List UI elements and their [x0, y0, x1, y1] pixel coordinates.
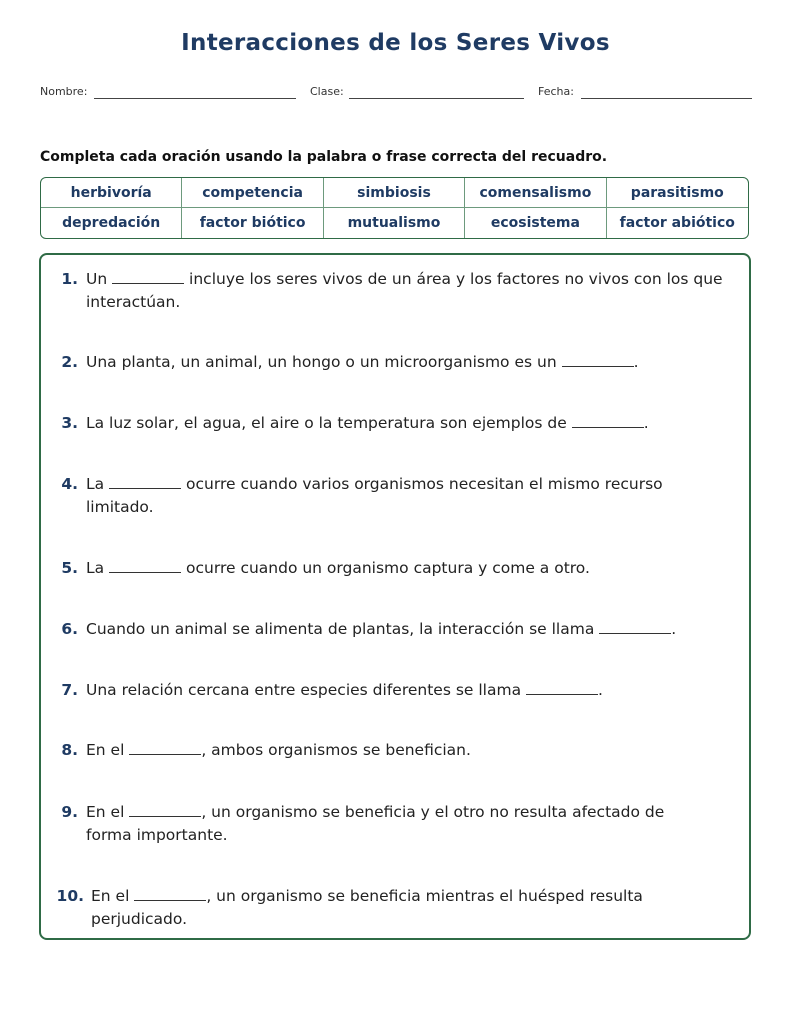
word-bank-item: factor biótico	[182, 208, 323, 238]
question-text: limitado.	[86, 498, 154, 516]
question-text: En el	[91, 887, 130, 905]
question-number: 7.	[61, 681, 78, 699]
answer-blank[interactable]	[129, 803, 201, 817]
date-field[interactable]	[581, 98, 752, 99]
page-title: Interacciones de los Seres Vivos	[181, 30, 610, 56]
word-bank-item: ecosistema	[465, 208, 606, 238]
question-text: , ambos organismos se benefician.	[201, 741, 471, 759]
question-text: La luz solar, el agua, el aire o la temperatura son ejemplos de	[86, 414, 567, 432]
class-field[interactable]	[349, 98, 524, 99]
answer-blank[interactable]	[562, 353, 634, 367]
word-bank-item: herbivoría	[41, 178, 182, 208]
questions-box	[39, 253, 751, 940]
answer-blank[interactable]	[109, 559, 181, 573]
question-text: En el	[86, 803, 125, 821]
question-text: incluye los seres vivos de un área y los factores no vivos con los que	[189, 270, 723, 288]
question-text: Cuando un animal se alimenta de plantas, la interacción se llama	[86, 620, 595, 638]
answer-blank[interactable]	[129, 741, 201, 755]
word-bank-item: mutualismo	[324, 208, 465, 238]
word-bank	[40, 177, 749, 239]
word-bank-item: depredación	[41, 208, 182, 238]
class-label: Clase:	[310, 85, 344, 98]
word-bank-item: simbiosis	[324, 178, 465, 208]
word-bank-item: competencia	[182, 178, 323, 208]
date-label: Fecha:	[538, 85, 574, 98]
student-info-header	[40, 85, 752, 101]
question-text: .	[671, 620, 677, 638]
instructions: Completa cada oración usando la palabra o frase correcta del recuadro.	[40, 149, 608, 165]
question-number: 8.	[61, 741, 78, 759]
question-text: Una relación cercana entre especies diferentes se llama	[86, 681, 522, 699]
question-text: perjudicado.	[91, 910, 188, 928]
question-text: , un organismo se beneficia mientras el huésped resulta	[206, 887, 643, 905]
question-text: ocurre cuando varios organismos necesitan el mismo recurso	[186, 475, 663, 493]
question-number: 4.	[61, 475, 78, 493]
question-text: .	[643, 414, 649, 432]
answer-blank[interactable]	[526, 681, 598, 695]
question-number: 10.	[56, 887, 84, 905]
question-number: 6.	[61, 620, 78, 638]
question-text: , un organismo se beneficia y el otro no resulta afectado de	[201, 803, 665, 821]
answer-blank[interactable]	[599, 620, 671, 634]
answer-blank[interactable]	[572, 414, 644, 428]
question-text: .	[598, 681, 603, 699]
question-number: 1.	[61, 270, 78, 288]
question-text: ocurre cuando un organismo captura y come a otro.	[186, 559, 590, 577]
question-text: forma importante.	[86, 826, 228, 844]
question-number: 5.	[61, 559, 78, 577]
question-text: interactúan.	[86, 293, 181, 311]
answer-blank[interactable]	[109, 475, 181, 489]
word-bank-item: comensalismo	[465, 178, 606, 208]
question-text: Un	[86, 270, 108, 288]
name-field[interactable]	[94, 98, 296, 99]
word-bank-item: parasitismo	[607, 178, 748, 208]
question-number: 3.	[61, 414, 78, 432]
question-text: .	[633, 353, 639, 371]
answer-blank[interactable]	[134, 887, 206, 901]
question-text: La	[86, 559, 105, 577]
question-number: 9.	[61, 803, 78, 821]
question-text: La	[86, 475, 105, 493]
question-number: 2.	[61, 353, 78, 371]
question-text: En el	[86, 741, 125, 759]
question-text: Una planta, un animal, un hongo o un microorganismo es un	[86, 353, 557, 371]
name-label: Nombre:	[40, 85, 88, 98]
word-bank-item: factor abiótico	[619, 215, 735, 231]
answer-blank[interactable]	[112, 270, 184, 284]
